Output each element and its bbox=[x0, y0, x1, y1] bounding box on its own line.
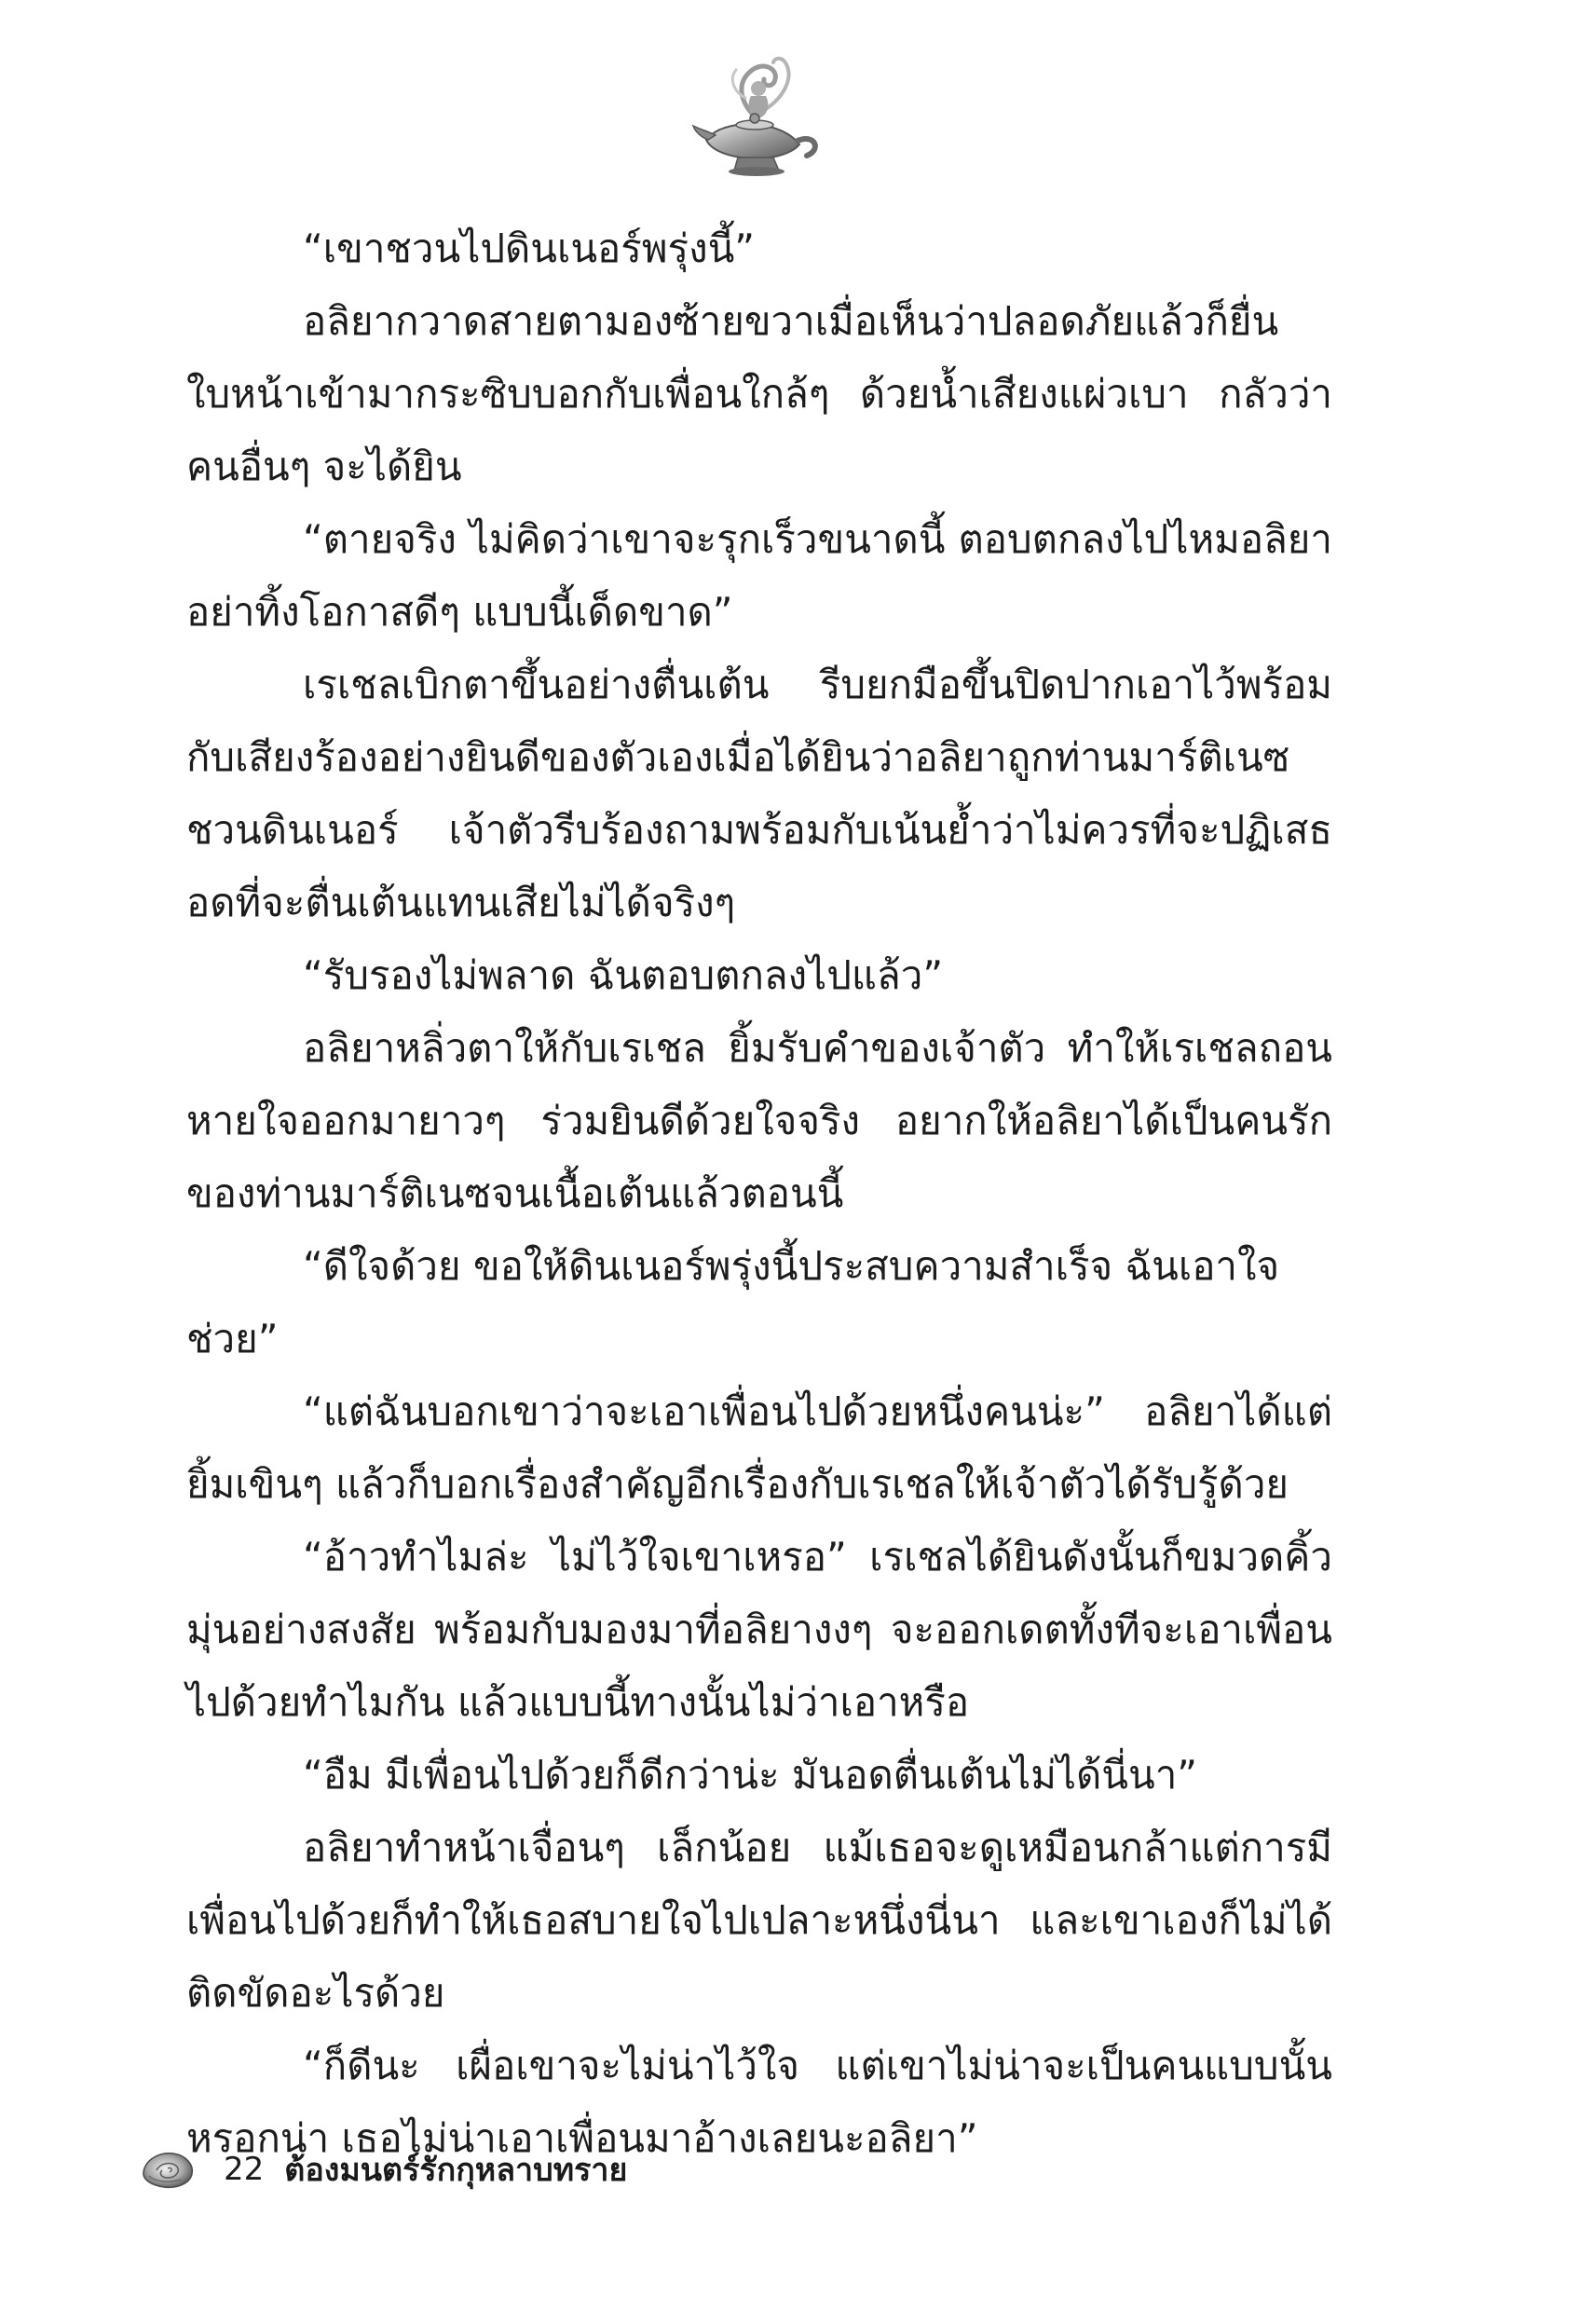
paragraph: “อ้าวทำไมล่ะ ไม่ไว้ใจเขาเหรอ” เรเชลได้ยินดังนั้นก็ขมวดคิ้วมุ่นอย่างสงสัย พร้อมกับมองมาที่อลิยางงๆ จะออกเดตทั้งทีจะเอาเพื่อนไปด้วยทำไมกัน แล้วแบบนี้ทางนั้นไม่ว่าเอาหรือ bbox=[186, 1534, 1332, 1725]
paragraph: “ก็ดีนะ เผื่อเขาจะไม่น่าไว้ใจ แต่เขาไม่น่าจะเป็นคนแบบนั้นหรอกน่า เธอไม่น่าเอาเพื่อนมาอ้างเลยนะอลิยา” bbox=[186, 2043, 1332, 2161]
paragraph: “เขาชวนไปดินเนอร์พรุ่งนี้” bbox=[303, 226, 756, 271]
genie-lamp-icon bbox=[689, 51, 829, 182]
page-number: 22 bbox=[224, 2151, 265, 2188]
paragraph: เรเชลเบิกตาขึ้นอย่างตื่นเต้น รีบยกมือขึ้นปิดปากเอาไว้พร้อมกับเสียงร้องอย่างยินดีของตัวเองเมื่อได้ยินว่าอลิยาถูกท่านมาร์ติเนซชวนดินเนอร์ เจ้าตัวรีบร้องถามพร้อมกับเน้นย้ำว่าไม่ควรที่จะปฏิเสธ อดที่จะตื่นเต้นแทนเสียไม่ได้จริงๆ bbox=[186, 662, 1332, 925]
paragraph: อลิยาหลิ่วตาให้กับเรเชล ยิ้มรับคำของเจ้าตัว ทำให้เรเชลถอนหายใจออกมายาวๆ ร่วมยินดีด้วยใจจริง อยากให้อลิยาได้เป็นคนรักของท่านมาร์ติเนซจนเนื้อเต้นแล้วตอนนี้ bbox=[186, 1025, 1332, 1216]
paragraph: “แต่ฉันบอกเขาว่าจะเอาเพื่อนไปด้วยหนึ่งคนน่ะ” อลิยาได้แต่ยิ้มเขินๆ แล้วก็บอกเรื่องสำคัญอีกเรื่องกับเรเชลให้เจ้าตัวได้รับรู้ด้วย bbox=[186, 1388, 1332, 1507]
body-text bbox=[186, 212, 1332, 2175]
paragraph: อลิยาทำหน้าเจื่อนๆ เล็กน้อย แม้เธอจะดูเหมือนกล้าแต่การมีเพื่อนไปด้วยก็ทำให้เธอสบายใจไปเปลาะหนึ่งนี่นา และเขาเองก็ไม่ได้ติดขัดอะไรด้วย bbox=[186, 1825, 1332, 2016]
paragraph: “อืม มีเพื่อนไปด้วยก็ดีกว่าน่ะ มันอดตื่นเต้นไม่ได้นี่นา” bbox=[303, 1752, 1198, 1798]
book-title: ต้องมนตร์รักกุหลาบทราย bbox=[284, 2152, 628, 2189]
paragraph: อลิยากวาดสายตามองซ้ายขวาเมื่อเห็นว่าปลอดภัยแล้วก็ยื่นใบหน้าเข้ามากระซิบบอกกับเพื่อนใกล้ๆ ด้วยน้ำเสียงแผ่วเบา กลัวว่าคนอื่นๆ จะได้ยิน bbox=[186, 298, 1332, 489]
paragraph: “ตายจริง ไม่คิดว่าเขาจะรุกเร็วขนาดนี้ ตอบตกลงไปไหมอลิยา อย่าทิ้งโอกาสดีๆ แบบนี้เด็ดขาด” bbox=[186, 516, 1332, 635]
page-footer bbox=[140, 2141, 627, 2197]
paragraph: “รับรองไม่พลาด ฉันตอบตกลงไปแล้ว” bbox=[303, 952, 944, 998]
paragraph: “ดีใจด้วย ขอให้ดินเนอร์พรุ่งนี้ประสบความสำเร็จ ฉันเอาใจช่วย” bbox=[186, 1243, 1280, 1361]
rose-icon bbox=[140, 2148, 198, 2191]
